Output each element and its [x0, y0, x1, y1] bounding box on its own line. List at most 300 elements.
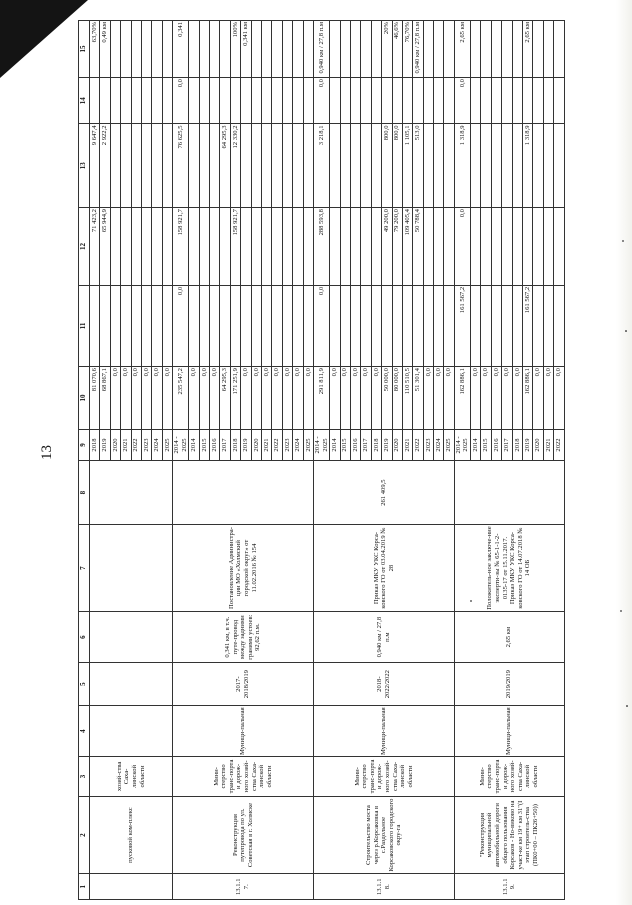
federal-budget-cell [220, 285, 230, 366]
year-cell: 2022 [131, 429, 141, 460]
table-row [314, 21, 330, 900]
estimated-cost [173, 461, 314, 525]
capacity: 0,341 км, в т.ч. путе-провод между задними гранями устоев: 92,62 п.м. [173, 612, 314, 663]
total-amount-cell: 0,0 [110, 367, 120, 430]
local-budget-cell [533, 124, 543, 208]
local-budget-cell [350, 124, 360, 208]
column-header: 3 [79, 757, 90, 796]
other-sources-cell [340, 78, 350, 124]
total-amount-cell: 0,0 [303, 367, 313, 430]
estimated-cost: 261 409,5 [314, 461, 455, 525]
federal-budget-cell [371, 285, 381, 366]
column-header: 13 [79, 124, 90, 208]
regional-budget-cell [330, 208, 340, 286]
project-code [90, 874, 173, 900]
total-amount-cell: 0,0 [423, 367, 433, 430]
readiness-cell: 0,940 км / 27,8 п.м [314, 21, 330, 78]
local-budget-cell [340, 124, 350, 208]
regional-budget-cell [502, 208, 512, 286]
total-amount-cell: 0,0 [533, 367, 543, 430]
column-header: 10 [79, 367, 90, 430]
year-cell: 2014 - 2025 [173, 429, 189, 460]
local-budget-cell: 800,0 [382, 124, 392, 208]
total-amount-cell: 68 867,1 [100, 367, 110, 430]
year-cell: 2016 [350, 429, 360, 460]
other-sources-cell [121, 78, 131, 124]
year-cell: 2017 [502, 429, 512, 460]
local-budget-cell: 1 105,1 [402, 124, 412, 208]
local-budget-cell: 76 625,5 [173, 124, 189, 208]
other-sources-cell [481, 78, 491, 124]
year-cell: 2017 [220, 429, 230, 460]
column-header: 5 [79, 663, 90, 706]
year-cell: 2019 [100, 429, 110, 460]
local-budget-cell: 1 318,9 [454, 124, 470, 208]
estimated-cost [454, 461, 564, 525]
year-cell: 2018 [90, 429, 100, 460]
federal-budget-cell [392, 285, 402, 366]
federal-budget-cell [413, 285, 423, 366]
column-header: 8 [79, 461, 90, 525]
readiness-cell: 20% [382, 21, 392, 78]
other-sources-cell [141, 78, 151, 124]
year-cell: 2022 [554, 429, 564, 460]
readiness-cell [121, 21, 131, 78]
construction-period: 2018-2022/2022 [314, 663, 455, 706]
readiness-cell: 76,70% [402, 21, 412, 78]
other-sources-cell [220, 78, 230, 124]
total-amount-cell: 291 811,9 [314, 367, 330, 430]
federal-budget-cell [251, 285, 261, 366]
federal-budget-cell [100, 285, 110, 366]
local-budget-cell: 2 922,2 [100, 124, 110, 208]
column-header: 7 [79, 525, 90, 612]
total-amount-cell: 0,0 [543, 367, 553, 430]
federal-budget-cell: 0,0 [173, 285, 189, 366]
other-sources-cell [152, 78, 162, 124]
regional-budget-cell [533, 208, 543, 286]
readiness-cell [434, 21, 444, 78]
readiness-cell [152, 21, 162, 78]
customer-type: Муници-пальная [173, 706, 314, 757]
federal-budget-cell [330, 285, 340, 366]
federal-budget-cell [293, 285, 303, 366]
local-budget-cell: 9 647,4 [90, 124, 100, 208]
local-budget-cell [434, 124, 444, 208]
regional-budget-cell: 50 788,4 [413, 208, 423, 286]
readiness-cell: 100% [230, 21, 240, 78]
regional-budget-cell [471, 208, 481, 286]
other-sources-cell: 0,0 [454, 78, 470, 124]
regional-budget-cell [189, 208, 199, 286]
rotated-table-sheet [78, 20, 608, 900]
federal-budget-cell [272, 285, 282, 366]
other-sources-cell: 0,0 [173, 78, 189, 124]
construction-period: 2019/2019 [454, 663, 564, 706]
regional-budget-cell [262, 208, 272, 286]
readiness-cell [533, 21, 543, 78]
local-budget-cell [189, 124, 199, 208]
other-sources-cell [251, 78, 261, 124]
other-sources-cell [131, 78, 141, 124]
federal-budget-cell [340, 285, 350, 366]
readiness-cell [220, 21, 230, 78]
regional-budget-cell [210, 208, 220, 286]
federal-budget-cell [121, 285, 131, 366]
total-amount-cell: 0,0 [350, 367, 360, 430]
total-amount-cell: 51 301,4 [413, 367, 423, 430]
table-row [90, 21, 100, 900]
readiness-cell [210, 21, 220, 78]
other-sources-cell [230, 78, 240, 124]
total-amount-cell: 81 070,6 [90, 367, 100, 430]
regional-budget-cell [423, 208, 433, 286]
federal-budget-cell [131, 285, 141, 366]
column-header: 6 [79, 612, 90, 663]
federal-budget-cell [402, 285, 412, 366]
readiness-cell: 2,65 км [523, 21, 533, 78]
total-amount-cell: 110 510,5 [402, 367, 412, 430]
local-budget-cell [512, 124, 522, 208]
total-amount-cell: 171 251,9 [230, 367, 240, 430]
federal-budget-cell [303, 285, 313, 366]
federal-budget-cell [502, 285, 512, 366]
regional-budget-cell [481, 208, 491, 286]
other-sources-cell [272, 78, 282, 124]
table-body [90, 21, 565, 900]
project-name: Реконструкция путепровода по ул. Советская в г. Холмске [173, 796, 314, 874]
federal-budget-cell [382, 285, 392, 366]
regional-budget-cell [350, 208, 360, 286]
local-budget-cell [131, 124, 141, 208]
customer-type: Муници-пальная [454, 706, 564, 757]
federal-budget-cell [423, 285, 433, 366]
other-sources-cell [423, 78, 433, 124]
local-budget-cell: 12 330,2 [230, 124, 240, 208]
regional-budget-cell: 79 200,0 [392, 208, 402, 286]
readiness-cell: 2,65 км [454, 21, 470, 78]
page-corner-shadow [0, 0, 90, 90]
regional-budget-cell [241, 208, 251, 286]
regional-budget-cell: 288 593,8 [314, 208, 330, 286]
year-cell: 2015 [199, 429, 209, 460]
readiness-cell: 0,341 [173, 21, 189, 78]
readiness-cell [481, 21, 491, 78]
total-amount-cell: 0,0 [340, 367, 350, 430]
federal-budget-cell [350, 285, 360, 366]
total-amount-cell: 0,0 [251, 367, 261, 430]
year-cell: 2022 [272, 429, 282, 460]
investment-program-table [78, 20, 565, 900]
local-budget-cell [110, 124, 120, 208]
year-cell: 2025 [444, 429, 454, 460]
capacity: 2,65 км [454, 612, 564, 663]
approval-document: Положитель-ное заключе-ние эксперти-зы № 65-1-1-2-0135-17 от 15.11.2017. Приказ МКУ УКС Корса-ковского ГО от 14.07.2018 № 14 ОБ [454, 525, 564, 612]
regional-budget-cell [523, 208, 533, 286]
total-amount-cell: 80 000,0 [392, 367, 402, 430]
readiness-cell [141, 21, 151, 78]
year-cell: 2020 [392, 429, 402, 460]
total-amount-cell: 0,0 [152, 367, 162, 430]
regional-budget-cell: 158 921,7 [230, 208, 240, 286]
approval-document: Приказ МКУ УКС Корса-ковского ГО от 03.04.2019 № 28 [314, 525, 455, 612]
year-cell: 2019 [241, 429, 251, 460]
total-amount-cell: 0,0 [434, 367, 444, 430]
total-amount-cell: 0,0 [199, 367, 209, 430]
local-budget-cell [241, 124, 251, 208]
federal-budget-cell [533, 285, 543, 366]
readiness-cell [272, 21, 282, 78]
readiness-cell [350, 21, 360, 78]
year-cell: 2016 [491, 429, 501, 460]
local-budget-cell [251, 124, 261, 208]
total-amount-cell: 0,0 [371, 367, 381, 430]
regional-budget-cell [491, 208, 501, 286]
federal-budget-cell [543, 285, 553, 366]
other-sources-cell [371, 78, 381, 124]
year-cell: 2024 [152, 429, 162, 460]
regional-budget-cell [152, 208, 162, 286]
year-cell: 2025 [162, 429, 172, 460]
other-sources-cell: 0,0 [314, 78, 330, 124]
local-budget-cell [199, 124, 209, 208]
readiness-cell: 0,341 км [241, 21, 251, 78]
local-budget-cell [330, 124, 340, 208]
local-budget-cell [303, 124, 313, 208]
regional-budget-cell: 109 405,4 [402, 208, 412, 286]
other-sources-cell [434, 78, 444, 124]
other-sources-cell [162, 78, 172, 124]
readiness-cell [199, 21, 209, 78]
local-budget-cell [444, 124, 454, 208]
readiness-cell [491, 21, 501, 78]
regional-budget-cell [444, 208, 454, 286]
local-budget-cell [502, 124, 512, 208]
other-sources-cell [100, 78, 110, 124]
scan-speck [622, 240, 624, 242]
year-cell: 2021 [262, 429, 272, 460]
regional-budget-cell: 49 200,0 [382, 208, 392, 286]
readiness-cell [361, 21, 371, 78]
construction-period [90, 663, 173, 706]
total-amount-cell: 0,0 [444, 367, 454, 430]
project-name: "Реконструкция муниципальной автомобильной дороги общего пользования Корсаков - Но-виково на участ-ке км 19+ км 31"(I этап строитель-ства (ПК0+00 – ПК26+50)) [454, 796, 564, 874]
total-amount-cell: 0,0 [189, 367, 199, 430]
local-budget-cell [210, 124, 220, 208]
readiness-cell [502, 21, 512, 78]
year-cell: 2014 - 2025 [454, 429, 470, 460]
year-cell: 2021 [543, 429, 553, 460]
total-amount-cell: 64 295,3 [220, 367, 230, 430]
local-budget-cell [121, 124, 131, 208]
capacity [90, 612, 173, 663]
readiness-cell [471, 21, 481, 78]
other-sources-cell [110, 78, 120, 124]
regional-budget-cell [554, 208, 564, 286]
customer-type [90, 706, 173, 757]
year-cell: 2014 [330, 429, 340, 460]
other-sources-cell [303, 78, 313, 124]
column-header: 9 [79, 429, 90, 460]
year-cell: 2024 [293, 429, 303, 460]
other-sources-cell [491, 78, 501, 124]
regional-budget-cell [303, 208, 313, 286]
capacity: 0,940 км / 27,8 п.м [314, 612, 455, 663]
scan-edge [616, 0, 632, 905]
estimated-cost [90, 461, 173, 525]
column-header: 1 [79, 874, 90, 900]
scan-speck [626, 705, 628, 707]
federal-budget-cell [210, 285, 220, 366]
column-header: 15 [79, 21, 90, 78]
local-budget-cell [262, 124, 272, 208]
year-cell: 2020 [110, 429, 120, 460]
year-cell: 2014 - 2025 [314, 429, 330, 460]
ministry: Мини-стерство транс-порта и дорож-ного хозяй-ства Саха-линской области [454, 757, 564, 796]
regional-budget-cell [251, 208, 261, 286]
total-amount-cell: 0,0 [121, 367, 131, 430]
other-sources-cell [554, 78, 564, 124]
other-sources-cell [241, 78, 251, 124]
other-sources-cell [543, 78, 553, 124]
construction-period: 2017-2018/2019 [173, 663, 314, 706]
column-header: 2 [79, 796, 90, 874]
federal-budget-cell [471, 285, 481, 366]
readiness-cell [282, 21, 292, 78]
column-number-row [79, 21, 90, 900]
readiness-cell: 0,940 км / 27,8 п.м [413, 21, 423, 78]
local-budget-cell [282, 124, 292, 208]
regional-budget-cell: 65 944,9 [100, 208, 110, 286]
approval-document [90, 525, 173, 612]
ministry: Мини-стерство транс-порта и дорож-ного хозяй-ства Саха-линской области [314, 757, 455, 796]
federal-budget-cell [90, 285, 100, 366]
ministry: хозяй-ства Саха-линской области [90, 757, 173, 796]
readiness-cell [512, 21, 522, 78]
total-amount-cell: 0,0 [262, 367, 272, 430]
other-sources-cell [502, 78, 512, 124]
year-cell: 2014 [189, 429, 199, 460]
other-sources-cell [330, 78, 340, 124]
readiness-cell [371, 21, 381, 78]
total-amount-cell: 50 000,0 [382, 367, 392, 430]
federal-budget-cell [444, 285, 454, 366]
total-amount-cell: 0,0 [361, 367, 371, 430]
year-cell: 2023 [141, 429, 151, 460]
regional-budget-cell: 0,0 [454, 208, 470, 286]
total-amount-cell: 0,0 [554, 367, 564, 430]
readiness-cell: 63,70% [90, 21, 100, 78]
regional-budget-cell [110, 208, 120, 286]
scan-speck [620, 610, 622, 612]
regional-budget-cell: 71 423,2 [90, 208, 100, 286]
regional-budget-cell [434, 208, 444, 286]
total-amount-cell: 0,0 [512, 367, 522, 430]
regional-budget-cell [371, 208, 381, 286]
project-name: пусковой ком-плекс [90, 796, 173, 874]
local-budget-cell [141, 124, 151, 208]
local-budget-cell [361, 124, 371, 208]
total-amount-cell: 0,0 [241, 367, 251, 430]
regional-budget-cell [361, 208, 371, 286]
total-amount-cell: 0,0 [282, 367, 292, 430]
readiness-cell [110, 21, 120, 78]
federal-budget-cell [241, 285, 251, 366]
regional-budget-cell [162, 208, 172, 286]
table-row [454, 21, 470, 900]
other-sources-cell [293, 78, 303, 124]
regional-budget-cell [131, 208, 141, 286]
readiness-cell [423, 21, 433, 78]
local-budget-cell [471, 124, 481, 208]
regional-budget-cell [293, 208, 303, 286]
other-sources-cell [361, 78, 371, 124]
federal-budget-cell: 161 567,2 [454, 285, 470, 366]
table-row [173, 21, 189, 900]
federal-budget-cell [512, 285, 522, 366]
column-header: 11 [79, 285, 90, 366]
other-sources-cell [402, 78, 412, 124]
local-budget-cell [371, 124, 381, 208]
project-name: Строительство моста через р.Корсаковка в с.Раздольное Корсаковского городского окру-га [314, 796, 455, 874]
year-cell: 2018 [230, 429, 240, 460]
local-budget-cell [272, 124, 282, 208]
other-sources-cell [382, 78, 392, 124]
readiness-cell [554, 21, 564, 78]
federal-budget-cell [199, 285, 209, 366]
local-budget-cell: 64 295,3 [220, 124, 230, 208]
other-sources-cell [512, 78, 522, 124]
readiness-cell [293, 21, 303, 78]
total-amount-cell: 0,0 [481, 367, 491, 430]
readiness-cell [162, 21, 172, 78]
local-budget-cell: 3 218,1 [314, 124, 330, 208]
year-cell: 2018 [371, 429, 381, 460]
project-code: 13.1.1 8. [314, 874, 455, 900]
customer-type: Муници-пальная [314, 706, 455, 757]
total-amount-cell: 0,0 [210, 367, 220, 430]
total-amount-cell: 0,0 [491, 367, 501, 430]
other-sources-cell [282, 78, 292, 124]
total-amount-cell: 0,0 [293, 367, 303, 430]
year-cell: 2015 [481, 429, 491, 460]
federal-budget-cell [262, 285, 272, 366]
federal-budget-cell [481, 285, 491, 366]
total-amount-cell: 0,0 [272, 367, 282, 430]
total-amount-cell: 0,0 [162, 367, 172, 430]
year-cell: 2023 [282, 429, 292, 460]
year-cell: 2017 [361, 429, 371, 460]
regional-budget-cell [543, 208, 553, 286]
year-cell: 2024 [434, 429, 444, 460]
year-cell: 2014 [471, 429, 481, 460]
local-budget-cell: 513,0 [413, 124, 423, 208]
other-sources-cell [471, 78, 481, 124]
local-budget-cell [554, 124, 564, 208]
total-amount-cell: 0,0 [131, 367, 141, 430]
federal-budget-cell [554, 285, 564, 366]
regional-budget-cell: 158 921,7 [173, 208, 189, 286]
year-cell: 2025 [303, 429, 313, 460]
readiness-cell [330, 21, 340, 78]
other-sources-cell [413, 78, 423, 124]
project-code: 13.1.1 9. [454, 874, 564, 900]
federal-budget-cell [189, 285, 199, 366]
regional-budget-cell [282, 208, 292, 286]
local-budget-cell [293, 124, 303, 208]
year-cell: 2018 [512, 429, 522, 460]
local-budget-cell: 1 318,9 [523, 124, 533, 208]
